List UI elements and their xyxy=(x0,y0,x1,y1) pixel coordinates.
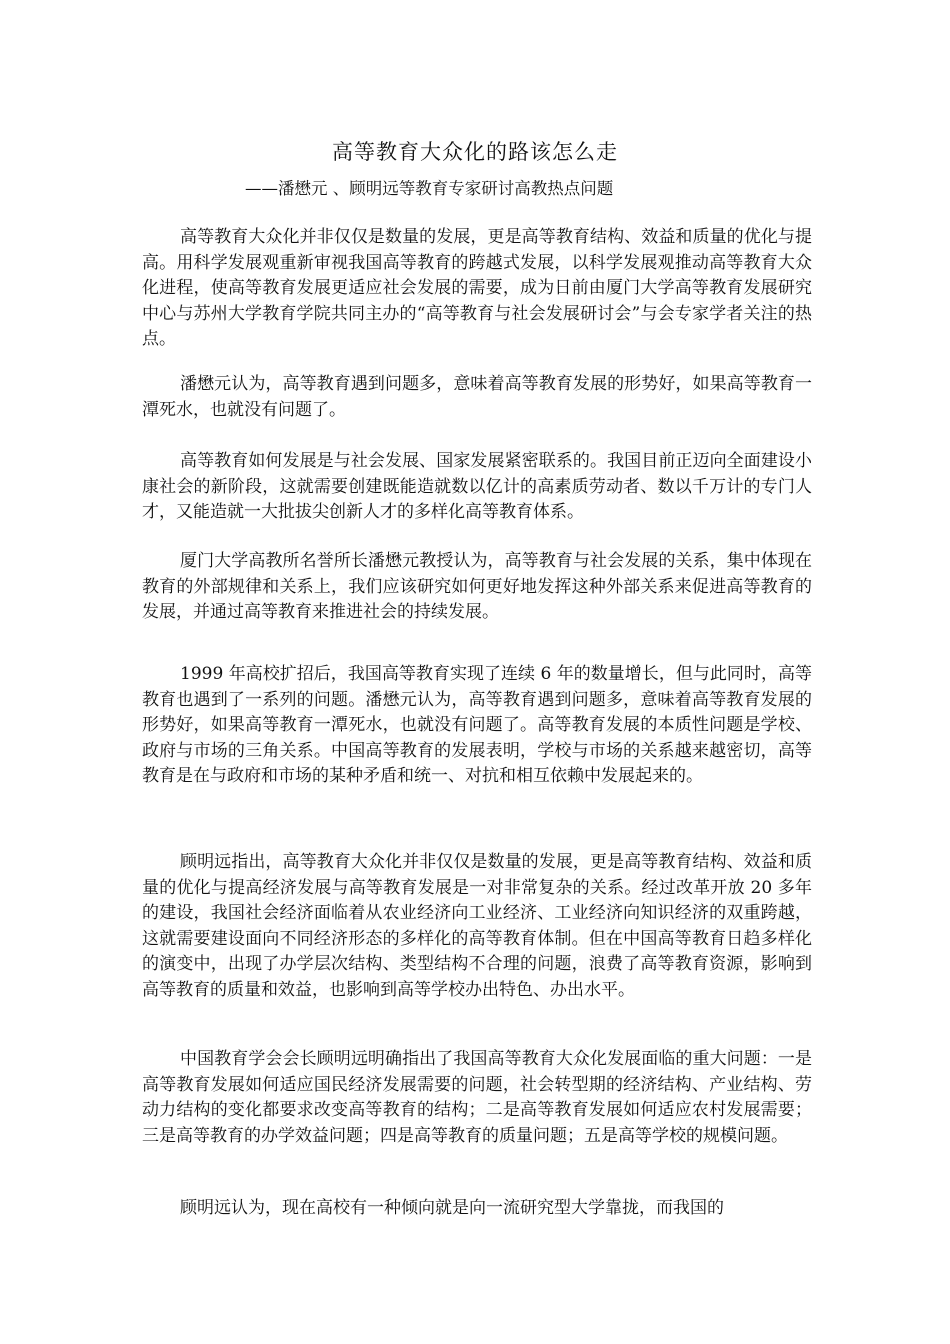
paragraph: 高等教育如何发展是与社会发展、国家发展紧密联系的。我国目前正迈向全面建设小康社会的新阶段，这就需要创建既能造就数以亿计的高素质劳动者、数以千万计的专门人才，又能造就一大批拔尖创新人才的多样化高等教育体系。 xyxy=(142,451,812,522)
paragraph: 高等教育大众化并非仅仅是数量的发展，更是高等教育结构、效益和质量的优化与提高。用科学发展观重新审视我国高等教育的跨越式发展，以科学发展观推动高等教育大众化进程，使高等教育发展更适应社会发展的需要，成为日前由厦门大学高等教育发展研究中心与苏州大学教育学院共同主办的“高等教育与社会发展研讨会”与会专家学者关注的热点。 xyxy=(142,227,812,349)
paragraph: 中国教育学会会长顾明远明确指出了我国高等教育大众化发展面临的重大问题：一是高等教育发展如何适应国民经济发展需要的问题，社会转型期的经济结构、产业结构、劳动力结构的变化都要求改变高等教育的结构；二是高等教育发展如何适应农村发展需要；三是高等教育的办学效益问题；四是高等教育的质量问题；五是高等学校的规模问题。 xyxy=(142,1049,812,1146)
document-title: 高等教育大众化的路该怎么走 xyxy=(332,140,618,164)
paragraph: 顾明远指出，高等教育大众化并非仅仅是数量的发展，更是高等教育结构、效益和质量的优化与提高经济发展与高等教育发展是一对非常复杂的关系。经过改革开放 20 多年的建设，我国社会经济面临着从农业经济向工业经济、工业经济向知识经济的双重跨越，这就需要建设面向不同经济形态的多样化的高等教育体制。但在中国高等教育日趋多样化的演变中，出现了办学层次结构、类型结构不合理的问题，浪费了高等教育资源，影响到高等教育的质量和效益，也影响到高等学校办出特色、办出水平。 xyxy=(142,852,812,1000)
document-subtitle: ——潘懋元 、顾明远等教育专家研讨高教热点问题 xyxy=(245,179,614,198)
paragraph: 1999 年高校扩招后，我国高等教育实现了连续 6 年的数量增长，但与此同时，高等教育也遇到了一系列的问题。潘懋元认为，高等教育遇到问题多，意味着高等教育发展的形势好，如果高等教育一潭死水，也就没有问题了。高等教育发展的本质性问题是学校、政府与市场的三角关系。中国高等教育的发展表明，学校与市场的关系越来越密切，高等教育是在与政府和市场的某种矛盾和统一、对抗和相互依赖中发展起来的。 xyxy=(142,664,812,786)
paragraph: 厦门大学高教所名誉所长潘懋元教授认为，高等教育与社会发展的关系，集中体现在教育的外部规律和关系上，我们应该研究如何更好地发挥这种外部关系来促进高等教育的发展，并通过高等教育来推进社会的持续发展。 xyxy=(142,551,812,622)
paragraph: 潘懋元认为，高等教育遇到问题多，意味着高等教育发展的形势好，如果高等教育一潭死水，也就没有问题了。 xyxy=(142,374,812,420)
paragraph: 顾明远认为，现在高校有一种倾向就是向一流研究型大学靠拢，而我国的 xyxy=(180,1198,724,1218)
